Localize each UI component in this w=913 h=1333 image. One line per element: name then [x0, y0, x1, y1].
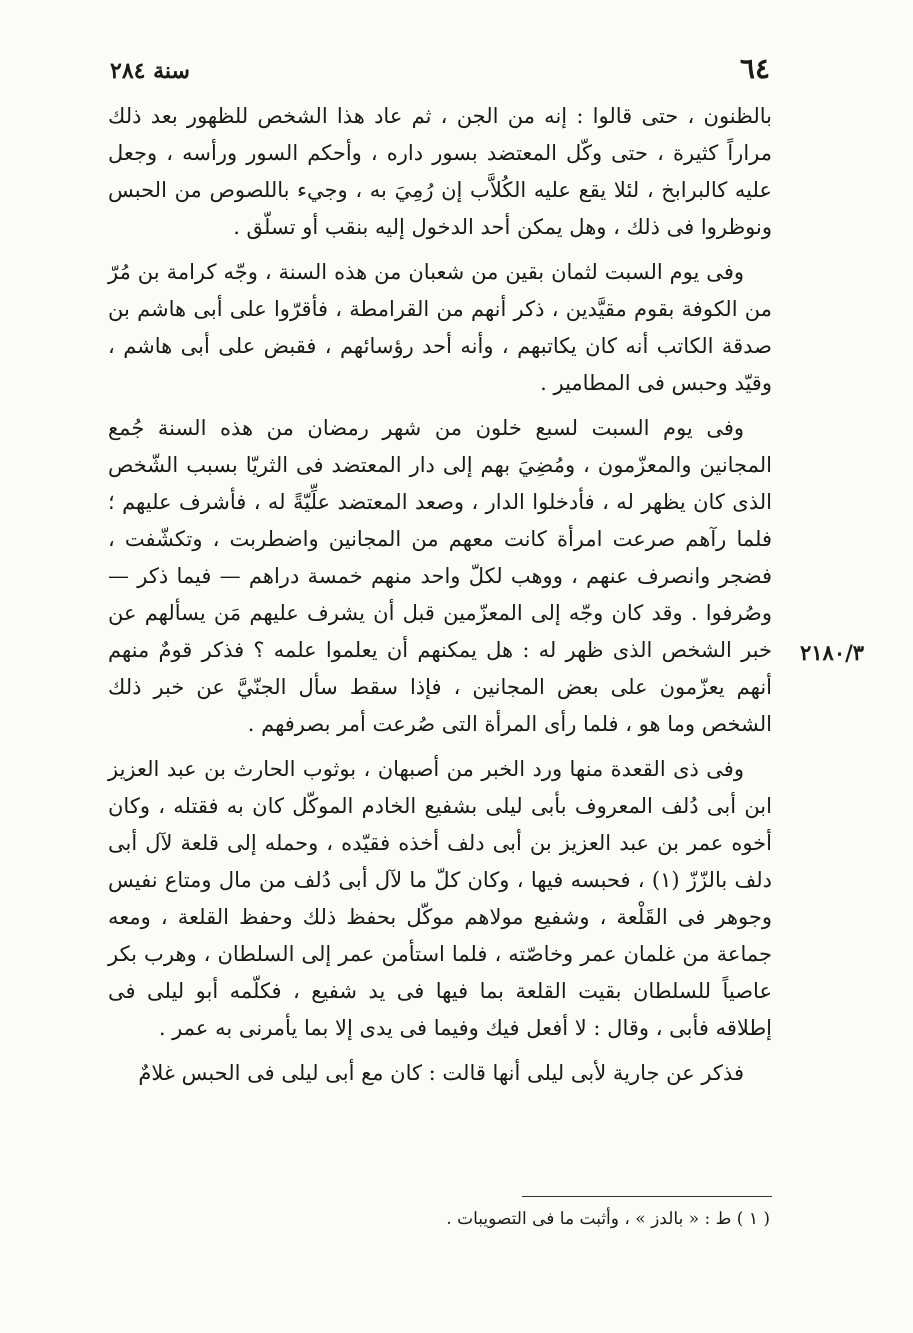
year-label: سنة ٢٨٤ — [110, 58, 190, 84]
page-number: ٦٤ — [739, 52, 770, 85]
paragraph: بالظنون ، حتى قالوا : إنه من الجن ، ثم عاد هذا الشخص للظهور بعد ذلك مراراً كثيرة ، حتى وكّل المعتضد بسور داره ، وأحكم السور ورأسه ، وجعل عليه كالبرابخ ، لئلا يقع عليه الكُلاَّب إن رُمِيَ به ، وجيء باللصوص من الحبس ونوظروا فى ذلك ، وهل يمكن أحد الدخول إليه بنقب أو تسلّق . — [108, 104, 772, 239]
footnote: ( ١ ) ط : « بالدز » ، وأثبت ما فى التصويبات . — [446, 1209, 770, 1229]
margin-reference: ٢١٨٠/٣ — [800, 640, 865, 665]
paragraph: وفى يوم السبت لسبع خلون من شهر رمضان من هذه السنة جُمع المجانين والمعزّمون ، ومُضِيَ بهم إلى دار المعتضد فى الثريّا بسبب الشّخص الذى كان يظهر له ، فأدخلوا الدار ، وصعد المعتضد علِّيّةً له ، فأشرف عليهم ؛ فلما رآهم صرعت امرأة كانت معهم من المجانين واضطربت ، وتكشّفت ، فضجر وانصرف عنهم ، ووهب لكلّ واحد منهم خمسة دراهم — فيما ذكر — وصُرفوا . وقد كان وجّه إلى المعزّمين قبل أن يشرف عليهم مَن يسألهم عن خبر الشخص الذى ظهر له : هل يمكنهم أن يعلموا علمه ؟ فذكر قومٌ منهم أنهم يعزّمون على بعض المجانين ، فإذا سقط سأل الجنّيَّ عن خبر ذلك الشخص وما هو ، فلما رأى المرأة التى صُرعت أمر بصرفهم . — [108, 416, 772, 736]
paragraph: فذكر عن جارية لأبى ليلى أنها قالت : كان مع أبى ليلى فى الحبس غلامٌ — [138, 1061, 744, 1085]
footnote-divider — [522, 1196, 772, 1197]
paragraph: وفى ذى القعدة منها ورد الخبر من أصبهان ، بوثوب الحارث بن عبد العزيز ابن أبى دُلف المعروف بأبى ليلى بشفيع الخادم الموكّل كان به فقتله ، وكان أخوه عمر بن عبد العزيز بن أبى دلف أخذه فقيّده ، وحمله إلى قلعة لآل أبى دلف بالزّزّ (١) ، فحبسه فيها ، وكان كلّ ما لآل أبى دُلف من مال ومتاع نفيس وجوهر فى القَلْعة ، وشفيع مولاهم موكّل بحفظ ذلك وحفظ القلعة ، ومعه جماعة من غلمان عمر وخاصّته ، فلما استأمن عمر إلى السلطان ، وهرب بكر عاصياً للسلطان بقيت القلعة بما فيها فى يد شفيع ، فكلّمه أبو ليلى فى إطلاقه فأبى ، وقال : لا أفعل فيك وفيما فى يدى إلا بما يأمرنى به عمر . — [108, 757, 772, 1040]
page-header — [110, 52, 770, 92]
main-text — [108, 98, 772, 1100]
paragraph: وفى يوم السبت لثمان بقين من شعبان من هذه السنة ، وجّه كرامة بن مُرّ من الكوفة بقوم مقيَّدين ، ذكر أنهم من القرامطة ، فأقرّوا على أبى هاشم بن صدقة الكاتب أنه كان يكاتبهم ، وأنه أحد رؤسائهم ، فقبض على أبى هاشم ، وقيّد وحبس فى المطامير . — [108, 260, 772, 395]
